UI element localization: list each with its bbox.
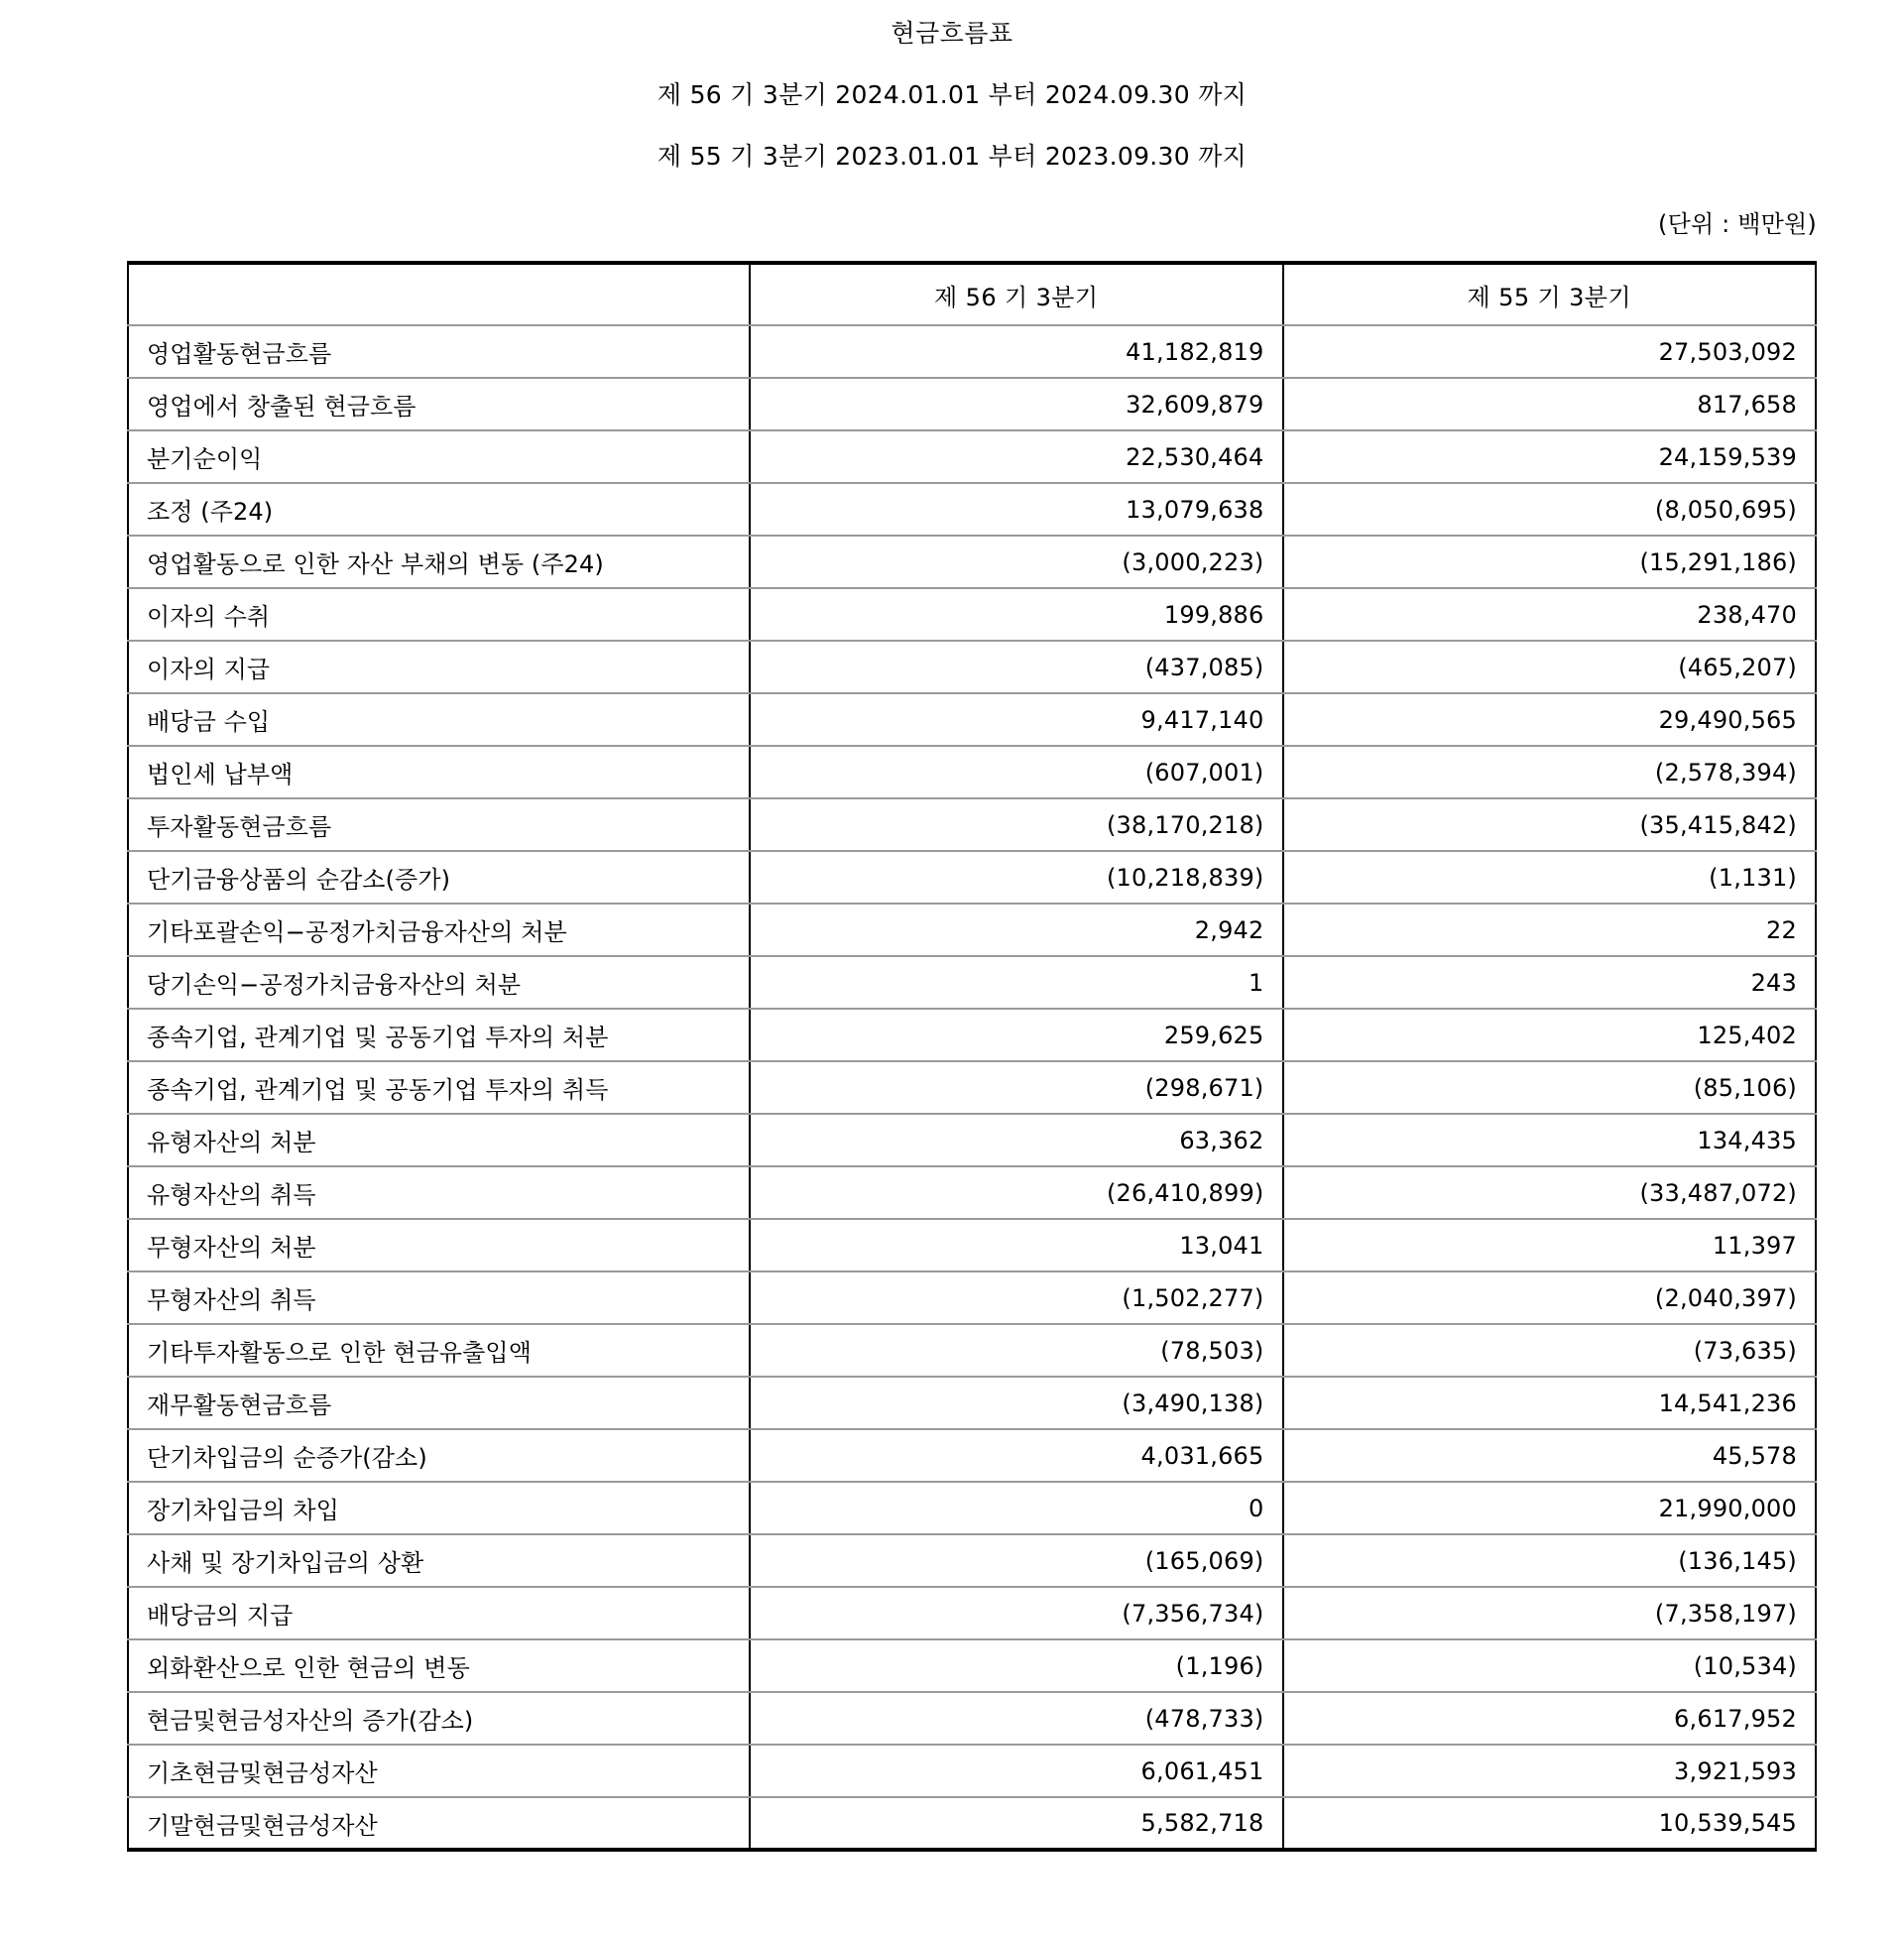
row-value-period-55: 11,397	[1283, 1219, 1817, 1271]
row-value-period-55: 22	[1283, 904, 1817, 956]
table-row	[128, 798, 1816, 851]
row-value-period-55: 29,490,565	[1283, 693, 1817, 746]
row-value-period-55: 238,470	[1283, 588, 1817, 641]
table-row	[128, 378, 1816, 430]
row-label: 이자의 수취	[128, 588, 750, 641]
row-label: 유형자산의 취득	[128, 1166, 750, 1219]
row-value-period-56: (1,196)	[750, 1639, 1283, 1692]
row-label: 영업활동으로 인한 자산 부채의 변동 (주24)	[128, 536, 750, 588]
table-row	[128, 588, 1816, 641]
row-value-period-55: (7,358,197)	[1283, 1587, 1817, 1639]
row-value-period-55: 10,539,545	[1283, 1797, 1817, 1850]
row-label: 종속기업, 관계기업 및 공동기업 투자의 처분	[128, 1009, 750, 1061]
row-value-period-56: 63,362	[750, 1114, 1283, 1166]
row-value-period-56: 6,061,451	[750, 1745, 1283, 1797]
row-label: 무형자산의 취득	[128, 1271, 750, 1324]
table-row	[128, 1114, 1816, 1166]
row-value-period-56: (165,069)	[750, 1534, 1283, 1587]
row-value-period-55: (465,207)	[1283, 641, 1817, 693]
row-value-period-55: (136,145)	[1283, 1534, 1817, 1587]
row-value-period-56: 22,530,464	[750, 430, 1283, 483]
table-row	[128, 536, 1816, 588]
column-header-label	[128, 263, 750, 325]
table-row	[128, 1692, 1816, 1745]
cash-flow-table	[127, 261, 1817, 1852]
table-row	[128, 851, 1816, 904]
row-value-period-55: 27,503,092	[1283, 325, 1817, 378]
row-label: 기초현금및현금성자산	[128, 1745, 750, 1797]
row-value-period-56: 9,417,140	[750, 693, 1283, 746]
row-value-period-56: 41,182,819	[750, 325, 1283, 378]
row-value-period-56: (437,085)	[750, 641, 1283, 693]
table-row	[128, 1587, 1816, 1639]
table-row	[128, 430, 1816, 483]
row-value-period-55: (8,050,695)	[1283, 483, 1817, 536]
row-value-period-56: 2,942	[750, 904, 1283, 956]
row-value-period-56: 32,609,879	[750, 378, 1283, 430]
row-label: 투자활동현금흐름	[128, 798, 750, 851]
row-value-period-55: 45,578	[1283, 1429, 1817, 1482]
row-value-period-55: (35,415,842)	[1283, 798, 1817, 851]
table-row	[128, 746, 1816, 798]
row-label: 분기순이익	[128, 430, 750, 483]
table-row	[128, 1797, 1816, 1850]
row-value-period-55: 14,541,236	[1283, 1377, 1817, 1429]
row-value-period-56: (38,170,218)	[750, 798, 1283, 851]
row-value-period-56: 4,031,665	[750, 1429, 1283, 1482]
row-value-period-56: 199,886	[750, 588, 1283, 641]
table-row	[128, 693, 1816, 746]
row-label: 조정 (주24)	[128, 483, 750, 536]
table-row	[128, 1482, 1816, 1534]
row-value-period-55: 134,435	[1283, 1114, 1817, 1166]
row-label: 단기금융상품의 순감소(증가)	[128, 851, 750, 904]
table-row	[128, 325, 1816, 378]
row-label: 배당금 수입	[128, 693, 750, 746]
row-value-period-55: (10,534)	[1283, 1639, 1817, 1692]
row-value-period-55: 6,617,952	[1283, 1692, 1817, 1745]
row-label: 재무활동현금흐름	[128, 1377, 750, 1429]
row-label: 장기차입금의 차입	[128, 1482, 750, 1534]
row-value-period-56: (3,490,138)	[750, 1377, 1283, 1429]
row-value-period-55: (2,040,397)	[1283, 1271, 1817, 1324]
row-label: 법인세 납부액	[128, 746, 750, 798]
row-value-period-55: (1,131)	[1283, 851, 1817, 904]
row-value-period-56: (3,000,223)	[750, 536, 1283, 588]
table-row	[128, 1219, 1816, 1271]
row-value-period-56: 13,041	[750, 1219, 1283, 1271]
row-value-period-55: 3,921,593	[1283, 1745, 1817, 1797]
period-prior-label: 제 55 기 3분기 2023.01.01 부터 2023.09.30 까지	[656, 142, 1248, 171]
row-label: 이자의 지급	[128, 641, 750, 693]
row-value-period-55: (33,487,072)	[1283, 1166, 1817, 1219]
row-label: 영업에서 창출된 현금흐름	[128, 378, 750, 430]
row-label: 당기손익−공정가치금융자산의 처분	[128, 956, 750, 1009]
table-row	[128, 1324, 1816, 1377]
row-label: 현금및현금성자산의 증가(감소)	[128, 1692, 750, 1745]
row-value-period-55: 817,658	[1283, 378, 1817, 430]
row-value-period-55: (73,635)	[1283, 1324, 1817, 1377]
row-value-period-55: 125,402	[1283, 1009, 1817, 1061]
row-value-period-55: (2,578,394)	[1283, 746, 1817, 798]
table-row	[128, 1166, 1816, 1219]
column-header-period-55: 제 55 기 3분기	[1283, 263, 1817, 325]
row-value-period-56: (10,218,839)	[750, 851, 1283, 904]
table-row	[128, 1429, 1816, 1482]
row-value-period-56: 1	[750, 956, 1283, 1009]
row-label: 무형자산의 처분	[128, 1219, 750, 1271]
row-label: 기타포괄손익−공정가치금융자산의 처분	[128, 904, 750, 956]
table-row	[128, 1009, 1816, 1061]
table-row	[128, 641, 1816, 693]
column-header-period-56: 제 56 기 3분기	[750, 263, 1283, 325]
row-value-period-56: (478,733)	[750, 1692, 1283, 1745]
row-value-period-55: 24,159,539	[1283, 430, 1817, 483]
row-value-period-56: (7,356,734)	[750, 1587, 1283, 1639]
table-header	[128, 263, 1816, 325]
row-value-period-56: 13,079,638	[750, 483, 1283, 536]
row-label: 유형자산의 처분	[128, 1114, 750, 1166]
row-value-period-56: (78,503)	[750, 1324, 1283, 1377]
row-value-period-55: (85,106)	[1283, 1061, 1817, 1114]
row-label: 배당금의 지급	[128, 1587, 750, 1639]
row-value-period-56: 259,625	[750, 1009, 1283, 1061]
row-value-period-55: 243	[1283, 956, 1817, 1009]
row-value-period-56: 5,582,718	[750, 1797, 1283, 1850]
row-value-period-55: (15,291,186)	[1283, 536, 1817, 588]
row-value-period-55: 21,990,000	[1283, 1482, 1817, 1534]
row-label: 외화환산으로 인한 현금의 변동	[128, 1639, 750, 1692]
page-title: 현금흐름표	[891, 19, 1013, 48]
table-row	[128, 483, 1816, 536]
table-row	[128, 1534, 1816, 1587]
table-body	[128, 325, 1816, 1850]
row-label: 기말현금및현금성자산	[128, 1797, 750, 1850]
table-header-row	[128, 263, 1816, 325]
table-row	[128, 1271, 1816, 1324]
row-value-period-56: (1,502,277)	[750, 1271, 1283, 1324]
table-row	[128, 1377, 1816, 1429]
table-row	[128, 1061, 1816, 1114]
row-label: 기타투자활동으로 인한 현금유출입액	[128, 1324, 750, 1377]
row-value-period-56: 0	[750, 1482, 1283, 1534]
row-label: 단기차입금의 순증가(감소)	[128, 1429, 750, 1482]
row-value-period-56: (26,410,899)	[750, 1166, 1283, 1219]
row-value-period-56: (607,001)	[750, 746, 1283, 798]
row-label: 사채 및 장기차입금의 상환	[128, 1534, 750, 1587]
period-current-label: 제 56 기 3분기 2024.01.01 부터 2024.09.30 까지	[656, 80, 1248, 109]
table-row	[128, 1639, 1816, 1692]
row-value-period-56: (298,671)	[750, 1061, 1283, 1114]
row-label: 영업활동현금흐름	[128, 325, 750, 378]
table-row	[128, 904, 1816, 956]
unit-note: (단위 : 백만원)	[1658, 210, 1817, 238]
row-label: 종속기업, 관계기업 및 공동기업 투자의 취득	[128, 1061, 750, 1114]
table-row	[128, 956, 1816, 1009]
table-row	[128, 1745, 1816, 1797]
